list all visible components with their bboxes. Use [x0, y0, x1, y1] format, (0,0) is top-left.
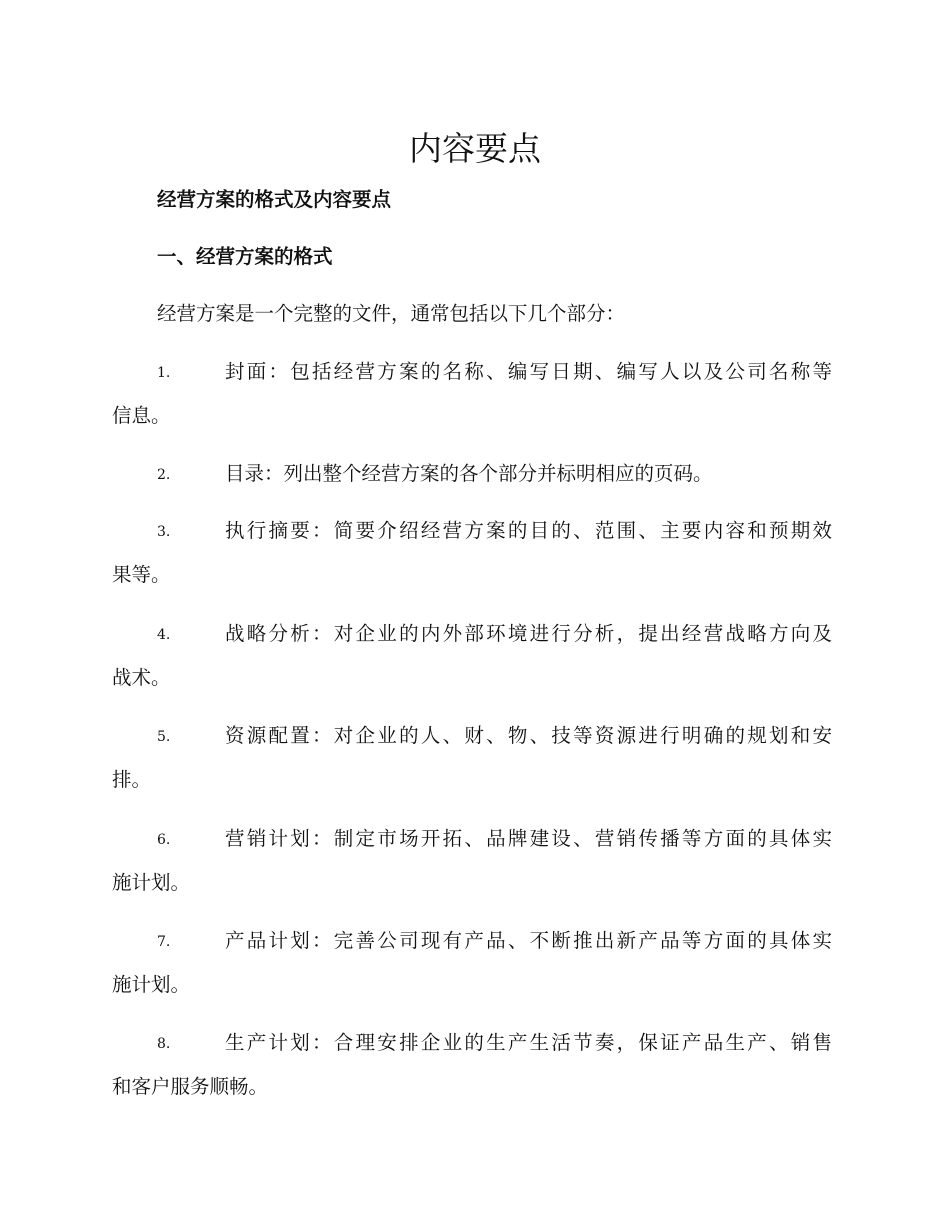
- list-item-text: 生产计划：合理安排企业的生产生活节奏，保证产品生产、销售: [225, 1031, 832, 1054]
- list-item-text: 执行摘要：简要介绍经营方案的目的、范围、主要内容和预期效: [225, 519, 832, 542]
- list-item-continuation: 施计划。: [112, 973, 191, 996]
- section-heading: 一、经营方案的格式: [157, 245, 333, 268]
- page-title: 内容要点: [409, 129, 541, 168]
- list-item-text: 目录：列出整个经营方案的各个部分并标明相应的页码。: [225, 462, 713, 485]
- list-item-number: 2.: [157, 467, 171, 483]
- list-item: [112, 1029, 832, 1098]
- list-item-number: 8.: [157, 1036, 171, 1052]
- list-item: [112, 927, 832, 996]
- list-item-text: 资源配置：对企业的人、财、物、技等资源进行明确的规划和安: [225, 724, 832, 747]
- list-item-continuation: 施计划。: [112, 871, 191, 894]
- list-item-continuation: 信息。: [112, 404, 171, 427]
- list-item-continuation: 果等。: [112, 563, 171, 586]
- list-item: [112, 460, 832, 488]
- list-item: [112, 358, 832, 427]
- list-item-number: 6.: [157, 832, 171, 848]
- list-item-text: 封面：包括经营方案的名称、编写日期、编写人以及公司名称等: [225, 360, 832, 383]
- list-item-continuation: 和客户服务顺畅。: [112, 1075, 269, 1098]
- list-item: [112, 517, 832, 586]
- list-item-text: 战略分析：对企业的内外部环境进行分析，提出经营战略方向及: [225, 622, 832, 645]
- list-item-number: 4.: [157, 627, 171, 643]
- list-item: [112, 825, 832, 894]
- list-item-continuation: 战术。: [112, 666, 171, 689]
- list-item-text: 营销计划：制定市场开拓、品牌建设、营销传播等方面的具体实: [225, 827, 832, 850]
- list-item-text: 产品计划：完善公司现有产品、不断推出新产品等方面的具体实: [225, 929, 832, 952]
- intro-paragraph: 经营方案是一个完整的文件，通常包括以下几个部分：: [157, 302, 626, 325]
- list-item-number: 1.: [157, 365, 171, 381]
- list-item-number: 3.: [157, 524, 171, 540]
- list-item: [112, 722, 832, 791]
- list-item-number: 5.: [157, 729, 171, 745]
- list-item-number: 7.: [157, 934, 171, 950]
- list-item-continuation: 排。: [112, 768, 152, 791]
- list-item: [112, 620, 832, 689]
- document-subtitle: 经营方案的格式及内容要点: [157, 188, 392, 211]
